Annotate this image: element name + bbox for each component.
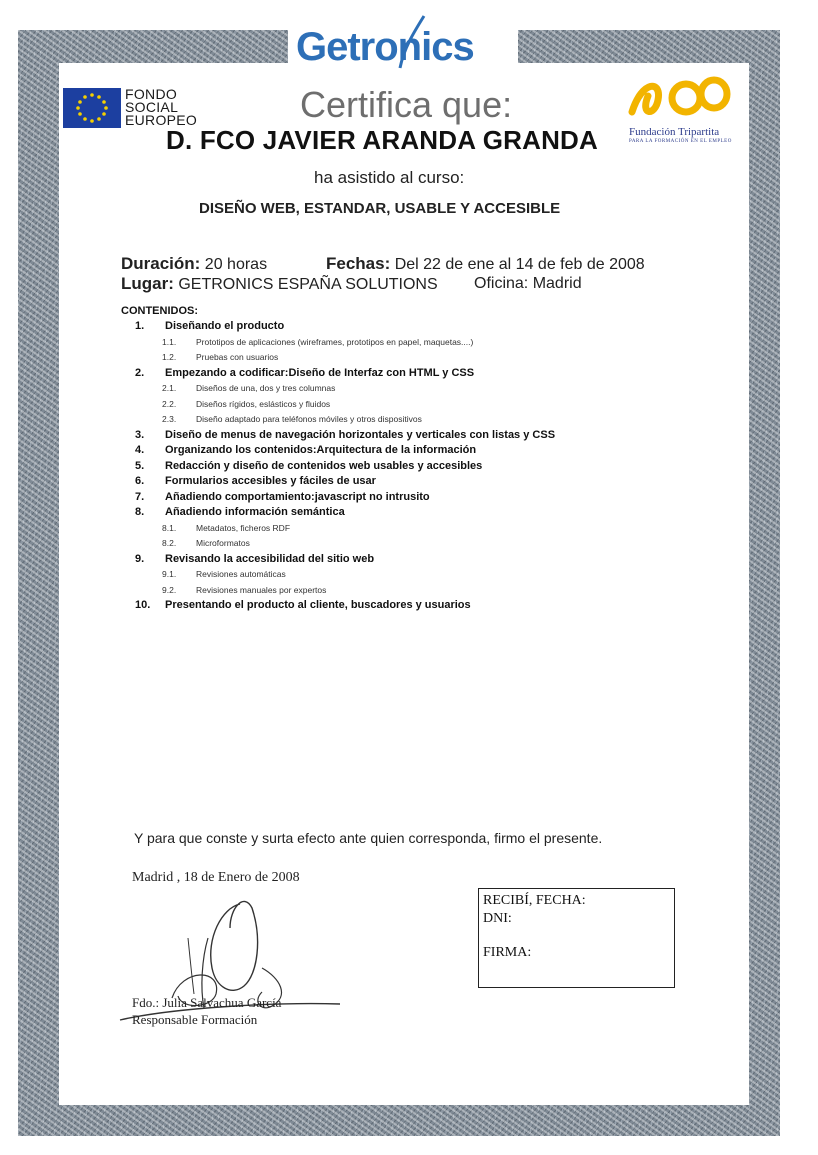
contents-subitem xyxy=(121,521,681,537)
contents-list xyxy=(121,305,681,614)
contents-item xyxy=(121,319,681,335)
contents-item xyxy=(121,366,681,382)
eu-fund-line-2: SOCIAL xyxy=(125,99,179,115)
eu-fund-line-3: EUROPEO xyxy=(125,112,198,128)
firma-label: FIRMA: xyxy=(483,945,532,960)
contents-item-text: Diseño de menus de navegación horizontales y verticales con listas y CSS xyxy=(165,428,556,441)
oficina-label: Oficina: xyxy=(474,275,529,292)
contents-subitem-text: Diseño adaptado para teléfonos móviles y otros dispositivos xyxy=(196,414,422,424)
certifica-heading: Certifica que: xyxy=(300,84,513,125)
tripartita-name: Fundación Tripartita xyxy=(629,126,720,138)
contents-subitem xyxy=(121,412,681,428)
contents-item-text: Redacción y diseño de contenidos web usables y accesibles xyxy=(165,459,483,472)
contents-item-text: Organizando los contenidos:Arquitectura de la información xyxy=(165,444,477,456)
fechas-label: Fechas: xyxy=(326,254,391,273)
contents-item-number: 4. xyxy=(135,444,145,456)
tripartita-subtitle: PARA LA FORMACIÓN EN EL EMPLEO xyxy=(629,139,732,144)
contents-subitem xyxy=(121,536,681,552)
lugar-value: GETRONICS ESPAÑA SOLUTIONS xyxy=(178,276,438,293)
contents-subitem-number: 2.2. xyxy=(162,398,177,409)
eu-flag-icon xyxy=(63,88,121,128)
contents-item xyxy=(121,552,681,568)
contents-item xyxy=(121,474,681,490)
contents-subitem-number: 1.2. xyxy=(162,352,177,362)
contents-subitem-number: 9.1. xyxy=(162,569,177,579)
contents-subitem xyxy=(121,335,681,351)
contents-item xyxy=(121,490,681,506)
signatory-name: Fdo.: Julia Salvachua García xyxy=(132,995,282,1010)
contents-item xyxy=(121,598,681,614)
contents-subitem-text: Pruebas con usuarios xyxy=(196,352,279,362)
contents-subitem xyxy=(121,350,681,366)
getronics-logo: Getronics xyxy=(296,25,474,69)
contents-item-number: 10. xyxy=(135,599,151,611)
contents-item-number: 5. xyxy=(135,459,145,472)
contents-subitem-text: Revisiones manuales por expertos xyxy=(196,584,327,595)
contents-subitem xyxy=(121,583,681,599)
contents-item-number: 8. xyxy=(135,506,145,518)
contents-subitem-text: Diseños rígidos, eslásticos y fluidos xyxy=(196,398,331,409)
contents-item-text: Presentando el producto al cliente, buscadores y usuarios xyxy=(165,599,471,611)
tripartita-logo-icon xyxy=(628,72,732,124)
contents-subitem-number: 9.2. xyxy=(162,584,177,595)
contents-item-text: Añadiendo comportamiento:javascript no intrusito xyxy=(165,490,430,503)
fechas-row xyxy=(326,254,645,275)
eu-fund-line-1: FONDO xyxy=(125,86,178,102)
duracion-value: 20 horas xyxy=(204,256,268,273)
contents-subitem-number: 8.2. xyxy=(162,538,177,548)
contents-item xyxy=(121,459,681,475)
duracion-row xyxy=(121,254,267,275)
contents-subitem xyxy=(121,397,681,413)
contents-subitem-number: 2.3. xyxy=(162,414,177,424)
lugar-label: Lugar: xyxy=(121,274,174,293)
oficina-row xyxy=(474,274,582,294)
contents-subitem-number: 2.1. xyxy=(162,383,177,393)
receipt-box xyxy=(478,888,675,988)
contents-item xyxy=(121,443,681,459)
asistido-text: ha asistido al curso: xyxy=(314,168,465,187)
contents-item xyxy=(121,428,681,444)
contents-title: CONTENIDOS: xyxy=(121,305,198,317)
lugar-row xyxy=(121,274,438,295)
contents-subitem xyxy=(121,567,681,583)
duracion-label: Duración: xyxy=(121,254,201,273)
place-date: Madrid , 18 de Enero de 2008 xyxy=(132,870,300,885)
contents-item-number: 6. xyxy=(135,475,145,487)
course-title: DISEÑO WEB, ESTANDAR, USABLE Y ACCESIBLE xyxy=(199,200,561,217)
eu-fund-text xyxy=(125,88,235,127)
contents-subitem-text: Microformatos xyxy=(196,538,250,548)
contents-subitem-text: Diseños de una, dos y tres columnas xyxy=(196,383,336,393)
contents-item-number: 7. xyxy=(135,490,145,503)
contents-item-number: 2. xyxy=(135,366,145,379)
dni-label: DNI: xyxy=(483,911,512,926)
contents-item-text: Revisando la accesibilidad del sitio web xyxy=(165,552,375,565)
contents-item-text: Añadiendo información semántica xyxy=(165,506,345,518)
conste-statement: Y para que conste y surta efecto ante quien corresponda, firmo el presente. xyxy=(134,830,603,846)
oficina-value: Madrid xyxy=(532,275,582,292)
contents-subitem-text: Metadatos, ficheros RDF xyxy=(196,522,291,533)
recibi-fecha-label: RECIBÍ, FECHA: xyxy=(483,893,586,908)
contents-subitem xyxy=(121,381,681,397)
contents-item-number: 1. xyxy=(135,320,145,332)
contents-item-number: 3. xyxy=(135,428,145,441)
signatory-role: Responsable Formación xyxy=(132,1012,258,1027)
recipient-name: D. FCO JAVIER ARANDA GRANDA xyxy=(166,125,599,155)
contents-subitem-number: 1.1. xyxy=(162,336,177,347)
fechas-value: Del 22 de ene al 14 de feb de 2008 xyxy=(394,256,645,273)
contents-subitem-text: Prototipos de aplicaciones (wireframes, prototipos en papel, maquetas....) xyxy=(196,336,474,347)
getronics-swoosh-icon xyxy=(394,12,434,70)
contents-subitem-number: 8.1. xyxy=(162,522,177,533)
contents-item-text: Formularios accesibles y fáciles de usar xyxy=(165,475,376,487)
contents-item xyxy=(121,505,681,521)
signatory xyxy=(132,994,352,1028)
contents-item-text: Empezando a codificar:Diseño de Interfaz con HTML y CSS xyxy=(165,366,475,379)
contents-item-text: Diseñando el producto xyxy=(165,320,285,332)
contents-item-number: 9. xyxy=(135,552,145,565)
contents-subitem-text: Revisiones automáticas xyxy=(196,569,286,579)
